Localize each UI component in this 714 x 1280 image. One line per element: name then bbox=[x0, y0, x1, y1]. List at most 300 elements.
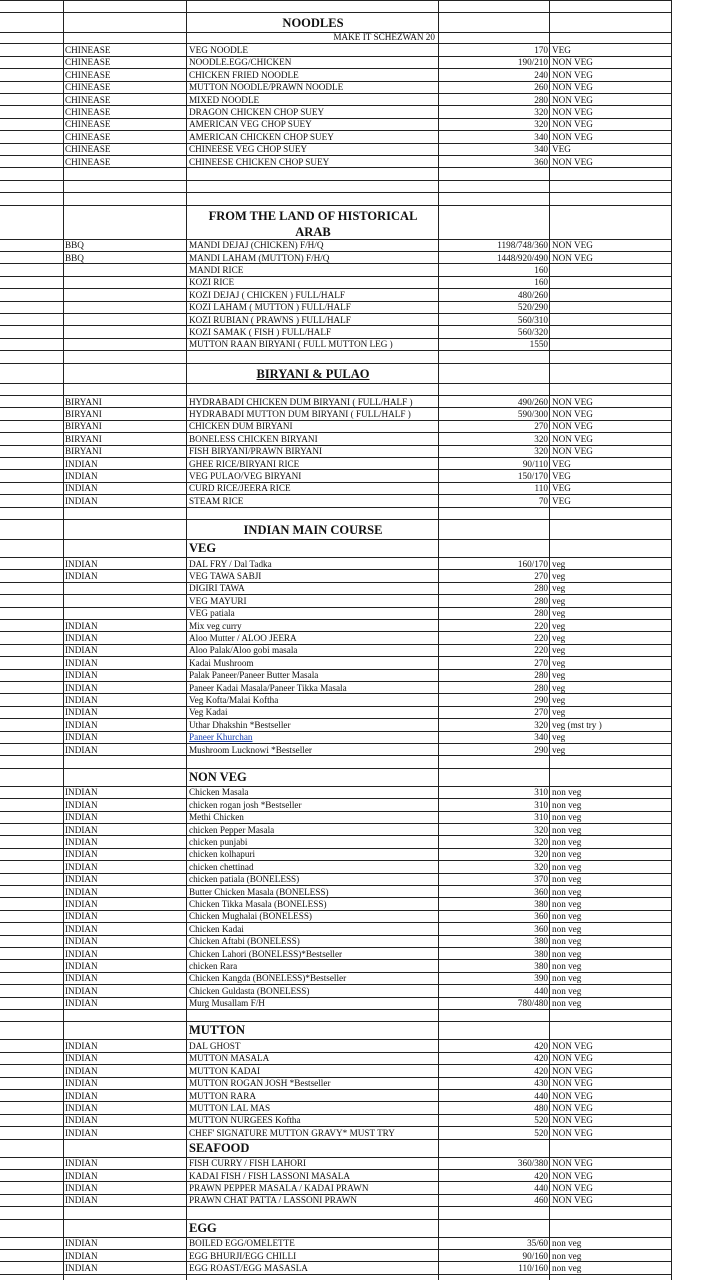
item-name: Chicken Tikka Masala (BONELESS) bbox=[189, 898, 327, 909]
item-category: INDIAN bbox=[65, 458, 98, 469]
item-type: non veg bbox=[552, 1238, 582, 1249]
item-category: INDIAN bbox=[65, 1078, 98, 1089]
item-price: 420 bbox=[534, 1170, 548, 1181]
item-price: 390 bbox=[534, 973, 548, 984]
item-type: NON VEG bbox=[552, 1102, 593, 1113]
row-divider bbox=[0, 363, 672, 364]
item-type: NON VEG bbox=[552, 396, 593, 407]
item-name: Veg Kofta/Malai Koftha bbox=[189, 694, 279, 705]
item-price: 90/110 bbox=[522, 458, 548, 469]
item-category: INDIAN bbox=[65, 1040, 98, 1051]
item-category: BBQ bbox=[65, 252, 84, 263]
item-name: MUTTON LAL MAS bbox=[189, 1102, 271, 1113]
item-type: NON VEG bbox=[552, 408, 593, 419]
item-name: KOZI RICE bbox=[189, 277, 235, 288]
item-price: 280 bbox=[534, 670, 548, 681]
item-type: NON VEG bbox=[552, 252, 593, 263]
item-type: veg bbox=[552, 620, 566, 631]
item-category: CHINEASE bbox=[65, 144, 111, 155]
item-price: 420 bbox=[534, 1065, 548, 1076]
item-type: non veg bbox=[552, 874, 582, 885]
item-type: VEG bbox=[552, 495, 571, 506]
item-category: INDIAN bbox=[65, 495, 98, 506]
item-price: 320 bbox=[534, 849, 548, 860]
item-price: 220 bbox=[534, 645, 548, 656]
item-type: VEG bbox=[552, 144, 571, 155]
item-name: DAL GHOST bbox=[189, 1040, 241, 1051]
item-price: 310 bbox=[534, 812, 548, 823]
item-type: NON VEG bbox=[552, 421, 593, 432]
item-type: veg bbox=[552, 707, 566, 718]
item-type: veg bbox=[552, 682, 566, 693]
item-type: NON VEG bbox=[552, 1078, 593, 1089]
item-name: MANDI DEJAJ (CHICKEN) F/H/Q bbox=[189, 240, 324, 251]
item-price: 420 bbox=[534, 1040, 548, 1051]
item-type: veg bbox=[552, 632, 566, 643]
item-category: INDIAN bbox=[65, 874, 98, 885]
item-name: VEG NOODLE bbox=[189, 44, 248, 55]
item-name: CHICKEN FRIED NOODLE bbox=[189, 69, 299, 80]
row-divider bbox=[0, 755, 672, 756]
item-price: 1550 bbox=[529, 339, 548, 350]
item-type: non veg bbox=[552, 936, 582, 947]
item-name: MUTTON NURGEES Koftha bbox=[189, 1115, 301, 1126]
item-category: BBQ bbox=[65, 240, 84, 251]
item-price: 340 bbox=[534, 131, 548, 142]
item-name: KOZI DEJAJ ( CHICKEN ) FULL/HALF bbox=[189, 289, 345, 300]
item-category: INDIAN bbox=[65, 787, 98, 798]
item-category: INDIAN bbox=[65, 1102, 98, 1113]
item-price: 220 bbox=[534, 620, 548, 631]
item-price: 380 bbox=[534, 960, 548, 971]
section-title-line: ARAB bbox=[295, 224, 331, 239]
item-name: FISH BIRYANI/PRAWN BIRYANI bbox=[189, 446, 323, 457]
item-price: 280 bbox=[534, 608, 548, 619]
item-name: VEG patiala bbox=[189, 608, 235, 619]
item-price: 360 bbox=[534, 156, 548, 167]
row-divider bbox=[0, 350, 672, 351]
item-category: INDIAN bbox=[65, 936, 98, 947]
item-price: 220 bbox=[534, 632, 548, 643]
item-name: STEAM RICE bbox=[189, 495, 244, 506]
item-category: INDIAN bbox=[65, 849, 98, 860]
row-divider bbox=[0, 192, 672, 193]
item-name: MANDI LAHAM (MUTTON) F/H/Q bbox=[189, 252, 330, 263]
section-title bbox=[189, 366, 437, 382]
item-type: non veg bbox=[552, 824, 582, 835]
item-category: INDIAN bbox=[65, 1238, 98, 1249]
item-category: CHINEASE bbox=[65, 119, 111, 130]
item-type: veg bbox=[552, 595, 566, 606]
item-price: 280 bbox=[534, 682, 548, 693]
section-title bbox=[189, 208, 437, 240]
item-name: FISH CURRY / FISH LAHORI bbox=[189, 1158, 307, 1169]
item-type: NON VEG bbox=[552, 433, 593, 444]
item-price: 480 bbox=[534, 1102, 548, 1113]
item-name: AMERICAN CHICKEN CHOP SUEY bbox=[189, 131, 334, 142]
item-category: INDIAN bbox=[65, 670, 98, 681]
item-type: veg bbox=[552, 732, 566, 743]
item-type: NON VEG bbox=[552, 1115, 593, 1126]
item-type: veg bbox=[552, 583, 566, 594]
item-name: chicken patiala (BONELESS) bbox=[189, 874, 300, 885]
section-title-line: BIRYANI & PULAO bbox=[256, 366, 370, 381]
item-name: Aloo Palak/Aloo gobi masala bbox=[189, 645, 298, 656]
section-title bbox=[189, 522, 437, 538]
item-category: BIRYANI bbox=[65, 446, 102, 457]
item-name: KOZI RUBIAN ( PRAWNS ) FULL/HALF bbox=[189, 314, 351, 325]
item-price: 1448/920/490 bbox=[496, 252, 548, 263]
item-price: 520 bbox=[534, 1127, 548, 1138]
item-category: INDIAN bbox=[65, 707, 98, 718]
item-price: 160/170 bbox=[517, 558, 548, 569]
item-type: veg bbox=[552, 608, 566, 619]
item-price: 320 bbox=[534, 836, 548, 847]
item-price: 380 bbox=[534, 898, 548, 909]
item-category: INDIAN bbox=[65, 886, 98, 897]
item-type: non veg bbox=[552, 960, 582, 971]
item-name: chicken chettinad bbox=[189, 861, 254, 872]
item-price: 360 bbox=[534, 923, 548, 934]
item-category: INDIAN bbox=[65, 973, 98, 984]
item-price: 520/290 bbox=[517, 302, 548, 313]
item-type: non veg bbox=[552, 886, 582, 897]
section-title-line: INDIAN MAIN COURSE bbox=[243, 523, 383, 537]
item-price: 150/170 bbox=[517, 470, 548, 481]
item-name: BONELESS CHICKEN BIRYANI bbox=[189, 433, 318, 444]
item-price: 320 bbox=[534, 433, 548, 444]
item-name: KADAI FISH / FISH LASSONI MASALA bbox=[189, 1170, 351, 1181]
item-type: NON VEG bbox=[552, 1170, 593, 1181]
item-category: INDIAN bbox=[65, 911, 98, 922]
item-name: Murg Musallam F/H bbox=[189, 998, 265, 1009]
item-name: Paneer Kadai Masala/Paneer Tikka Masala bbox=[189, 682, 347, 693]
item-type: NON VEG bbox=[552, 446, 593, 457]
item-price: 590/300 bbox=[517, 408, 548, 419]
item-price: 460 bbox=[534, 1195, 548, 1206]
item-type: NON VEG bbox=[552, 94, 593, 105]
item-type: NON VEG bbox=[552, 82, 593, 93]
item-category: BIRYANI bbox=[65, 433, 102, 444]
item-type: NON VEG bbox=[552, 1065, 593, 1076]
item-price: 270 bbox=[534, 421, 548, 432]
row-divider bbox=[0, 1009, 672, 1010]
item-category: INDIAN bbox=[65, 898, 98, 909]
row-divider bbox=[0, 12, 672, 13]
item-type: veg (mst try ) bbox=[552, 719, 602, 730]
item-price: 260 bbox=[534, 82, 548, 93]
item-price: 320 bbox=[534, 824, 548, 835]
item-price: 35/60 bbox=[527, 1238, 548, 1249]
item-price: 520 bbox=[534, 1115, 548, 1126]
item-name: Chicken Guldasta (BONELESS) bbox=[189, 985, 310, 996]
item-type: veg bbox=[552, 570, 566, 581]
item-name bbox=[189, 731, 437, 743]
item-name: Palak Paneer/Paneer Butter Masala bbox=[189, 670, 319, 681]
item-type: NON VEG bbox=[552, 156, 593, 167]
item-name: Uthar Dhakshin *Bestseller bbox=[189, 719, 291, 730]
item-category: CHINEASE bbox=[65, 131, 111, 142]
row-divider bbox=[0, 205, 672, 206]
item-category: INDIAN bbox=[65, 694, 98, 705]
item-name: MIXED NOODLE bbox=[189, 94, 260, 105]
item-price: 160 bbox=[534, 264, 548, 275]
item-price: 370 bbox=[534, 874, 548, 885]
item-category: INDIAN bbox=[65, 1262, 98, 1273]
item-type: non veg bbox=[552, 836, 582, 847]
item-type: non veg bbox=[552, 985, 582, 996]
item-name: BOILED EGG/OMELETTE bbox=[189, 1238, 295, 1249]
item-name: chicken Rara bbox=[189, 960, 238, 971]
section-title-line: FROM THE LAND OF HISTORICAL bbox=[208, 208, 418, 223]
item-type: veg bbox=[552, 670, 566, 681]
section-title bbox=[189, 15, 437, 31]
item-category: INDIAN bbox=[65, 948, 98, 959]
item-name: DIGIRI TAWA bbox=[189, 583, 245, 594]
item-name: MUTTON ROGAN JOSH *Bestseller bbox=[189, 1078, 331, 1089]
item-price: 380 bbox=[534, 936, 548, 947]
item-type: non veg bbox=[552, 911, 582, 922]
item-type: non veg bbox=[552, 923, 582, 934]
row-divider bbox=[0, 1274, 672, 1275]
item-type: non veg bbox=[552, 973, 582, 984]
item-name: Methi Chicken bbox=[189, 812, 244, 823]
item-category: INDIAN bbox=[65, 645, 98, 656]
item-category: INDIAN bbox=[65, 836, 98, 847]
item-name: Veg Kadai bbox=[189, 707, 228, 718]
item-category: INDIAN bbox=[65, 719, 98, 730]
item-name: CHINEESE CHICKEN CHOP SUEY bbox=[189, 156, 330, 167]
item-price: 280 bbox=[534, 583, 548, 594]
item-price: 240 bbox=[534, 69, 548, 80]
item-type: non veg bbox=[552, 948, 582, 959]
item-price: 290 bbox=[534, 694, 548, 705]
item-price: 440 bbox=[534, 1182, 548, 1193]
item-price: 360 bbox=[534, 886, 548, 897]
item-name: MUTTON NOODLE/PRAWN NOODLE bbox=[189, 82, 344, 93]
item-name: PRAWN CHAT PATTA / LASSONI PRAWN bbox=[189, 1195, 358, 1206]
item-name: KOZI SAMAK ( FISH ) FULL/HALF bbox=[189, 326, 332, 337]
item-name: Chicken Masala bbox=[189, 787, 249, 798]
item-name: Chicken Aftabi (BONELESS) bbox=[189, 936, 300, 947]
item-price: 430 bbox=[534, 1078, 548, 1089]
item-name: Kadai Mushroom bbox=[189, 657, 254, 668]
item-type: veg bbox=[552, 694, 566, 705]
subsection-title: EGG bbox=[189, 1220, 217, 1235]
subsection-title: MUTTON bbox=[189, 1023, 246, 1038]
item-category: INDIAN bbox=[65, 558, 98, 569]
item-price: 480/260 bbox=[517, 289, 548, 300]
item-name: MUTTON RARA bbox=[189, 1090, 256, 1101]
item-name: chicken kolhapuri bbox=[189, 849, 256, 860]
item-price: 360 bbox=[534, 911, 548, 922]
item-category: INDIAN bbox=[65, 861, 98, 872]
item-category: INDIAN bbox=[65, 1115, 98, 1126]
item-price: 560/320 bbox=[517, 326, 548, 337]
item-price: 110 bbox=[534, 483, 548, 494]
item-name: chicken Pepper Masala bbox=[189, 824, 275, 835]
item-price: 440 bbox=[534, 985, 548, 996]
item-price: 170 bbox=[534, 44, 548, 55]
item-name: Chicken Kangda (BONELESS)*Bestseller bbox=[189, 973, 347, 984]
row-divider bbox=[0, 180, 672, 181]
item-name: chicken punjabi bbox=[189, 836, 248, 847]
item-category: INDIAN bbox=[65, 812, 98, 823]
item-type: veg bbox=[552, 645, 566, 656]
item-name: CHICKEN DUM BIRYANI bbox=[189, 421, 293, 432]
item-type: NON VEG bbox=[552, 69, 593, 80]
item-name: MUTTON KADAI bbox=[189, 1065, 261, 1076]
subsection-title: NON VEG bbox=[189, 769, 247, 784]
item-type: VEG bbox=[552, 458, 571, 469]
item-category: INDIAN bbox=[65, 1127, 98, 1138]
item-type: non veg bbox=[552, 898, 582, 909]
row-divider bbox=[0, 507, 672, 508]
item-category: INDIAN bbox=[65, 824, 98, 835]
item-category: INDIAN bbox=[65, 1250, 98, 1261]
item-category: BIRYANI bbox=[65, 421, 102, 432]
item-price: 420 bbox=[534, 1053, 548, 1064]
item-type: non veg bbox=[552, 799, 582, 810]
item-category: CHINEASE bbox=[65, 82, 111, 93]
item-category: INDIAN bbox=[65, 998, 98, 1009]
item-type: NON VEG bbox=[552, 106, 593, 117]
item-category: INDIAN bbox=[65, 1158, 98, 1169]
item-name: HYDRABADI MUTTON DUM BIRYANI ( FULL/HALF ) bbox=[189, 408, 411, 419]
subsection-title: VEG bbox=[189, 541, 217, 555]
item-price: 320 bbox=[534, 446, 548, 457]
item-price: 160 bbox=[534, 277, 548, 288]
item-category: INDIAN bbox=[65, 744, 98, 755]
row-divider bbox=[0, 0, 672, 1]
item-category: INDIAN bbox=[65, 657, 98, 668]
item-type: NON VEG bbox=[552, 57, 593, 68]
item-type: VEG bbox=[552, 44, 571, 55]
item-name: VEG PULAO/VEG BIRYANI bbox=[189, 470, 302, 481]
item-name: PRAWN PEPPER MASALA / KADAI PRAWN bbox=[189, 1182, 369, 1193]
item-category: INDIAN bbox=[65, 923, 98, 934]
item-category: CHINEASE bbox=[65, 156, 111, 167]
item-category: CHINEASE bbox=[65, 44, 111, 55]
item-name: DRAGON CHICKEN CHOP SUEY bbox=[189, 106, 325, 117]
item-type: NON VEG bbox=[552, 1090, 593, 1101]
item-name: CHEF' SIGNATURE MUTTON GRAVY* MUST TRY bbox=[189, 1127, 395, 1138]
item-price: 190/210 bbox=[517, 57, 548, 68]
item-price: 320 bbox=[534, 106, 548, 117]
item-price: 320 bbox=[534, 861, 548, 872]
item-category: BIRYANI bbox=[65, 396, 102, 407]
row-divider bbox=[0, 1206, 672, 1207]
item-category: BIRYANI bbox=[65, 408, 102, 419]
item-category: INDIAN bbox=[65, 1195, 98, 1206]
item-type: NON VEG bbox=[552, 119, 593, 130]
item-type: NON VEG bbox=[552, 1053, 593, 1064]
item-category: INDIAN bbox=[65, 570, 98, 581]
item-type: NON VEG bbox=[552, 1127, 593, 1138]
row-divider bbox=[0, 383, 672, 384]
item-price: 90/160 bbox=[522, 1250, 548, 1261]
item-type: NON VEG bbox=[552, 1195, 593, 1206]
item-name: VEG MAYURI bbox=[189, 595, 247, 606]
item-category: INDIAN bbox=[65, 682, 98, 693]
item-name: GHEE RICE/BIRYANI RICE bbox=[189, 458, 300, 469]
item-type: veg bbox=[552, 657, 566, 668]
item-price: 280 bbox=[534, 94, 548, 105]
item-name: MUTTON MASALA bbox=[189, 1053, 270, 1064]
item-category: INDIAN bbox=[65, 799, 98, 810]
item-price: 280 bbox=[534, 595, 548, 606]
item-name: Aloo Mutter / ALOO JEERA bbox=[189, 632, 297, 643]
item-type: non veg bbox=[552, 812, 582, 823]
item-category: INDIAN bbox=[65, 483, 98, 494]
item-price: 310 bbox=[534, 799, 548, 810]
item-price: 560/310 bbox=[517, 314, 548, 325]
item-price: 490/260 bbox=[517, 396, 548, 407]
item-type: non veg bbox=[552, 849, 582, 860]
item-name: Chicken Mughalai (BONELESS) bbox=[189, 911, 312, 922]
item-price: 290 bbox=[534, 744, 548, 755]
item-price: 380 bbox=[534, 948, 548, 959]
item-category: CHINEASE bbox=[65, 69, 111, 80]
item-type: non veg bbox=[552, 787, 582, 798]
item-type: non veg bbox=[552, 998, 582, 1009]
item-category: CHINEASE bbox=[65, 57, 111, 68]
item-category: INDIAN bbox=[65, 732, 98, 743]
item-category: INDIAN bbox=[65, 1090, 98, 1101]
subsection-title: SEAFOOD bbox=[189, 1140, 250, 1155]
row-divider bbox=[0, 167, 672, 168]
item-price: 360/380 bbox=[517, 1158, 548, 1169]
item-name: DAL FRY / Dal Tadka bbox=[189, 558, 272, 569]
item-price: 780/480 bbox=[517, 998, 548, 1009]
item-name: HYDRABADI CHICKEN DUM BIRYANI ( FULL/HALF ) bbox=[189, 396, 413, 407]
item-price: 310 bbox=[534, 787, 548, 798]
section-title-line: NOODLES bbox=[282, 16, 344, 31]
item-price: 320 bbox=[534, 719, 548, 730]
item-name: Mix veg curry bbox=[189, 620, 242, 631]
item-type: NON VEG bbox=[552, 1158, 593, 1169]
item-name: MANDI RICE bbox=[189, 264, 244, 275]
item-price: 270 bbox=[534, 570, 548, 581]
item-type: NON VEG bbox=[552, 131, 593, 142]
item-name: Chicken Kadai bbox=[189, 923, 244, 934]
item-price: 270 bbox=[534, 657, 548, 668]
item-name: Mushroom Lucknowi *Bestseller bbox=[189, 744, 312, 755]
item-type: VEG bbox=[552, 470, 571, 481]
item-name: CURD RICE/JEERA RICE bbox=[189, 483, 291, 494]
item-category: INDIAN bbox=[65, 1182, 98, 1193]
item-category: INDIAN bbox=[65, 1065, 98, 1076]
item-type: VEG bbox=[552, 483, 571, 494]
row-divider bbox=[0, 519, 672, 520]
item-name: EGG ROAST/EGG MASASLA bbox=[189, 1262, 308, 1273]
item-category: INDIAN bbox=[65, 1170, 98, 1181]
item-name: KOZI LAHAM ( MUTTON ) FULL/HALF bbox=[189, 302, 351, 313]
item-name: CHINEESE VEG CHOP SUEY bbox=[189, 144, 308, 155]
item-price: 340 bbox=[534, 144, 548, 155]
item-type: veg bbox=[552, 558, 566, 569]
item-type: veg bbox=[552, 744, 566, 755]
item-name: VEG TAWA SABJI bbox=[189, 570, 262, 581]
item-price: 1198/748/360 bbox=[497, 240, 548, 251]
item-name: MUTTON RAAN BIRYANI ( FULL MUTTON LEG ) bbox=[189, 339, 393, 350]
item-type: non veg bbox=[552, 1262, 582, 1273]
item-price: 340 bbox=[534, 732, 548, 743]
item-name: Butter Chicken Masala (BONELESS) bbox=[189, 886, 329, 897]
item-category: INDIAN bbox=[65, 985, 98, 996]
menu-item-link[interactable]: Paneer Khurchan bbox=[189, 732, 253, 743]
item-price: 70 bbox=[538, 495, 548, 506]
